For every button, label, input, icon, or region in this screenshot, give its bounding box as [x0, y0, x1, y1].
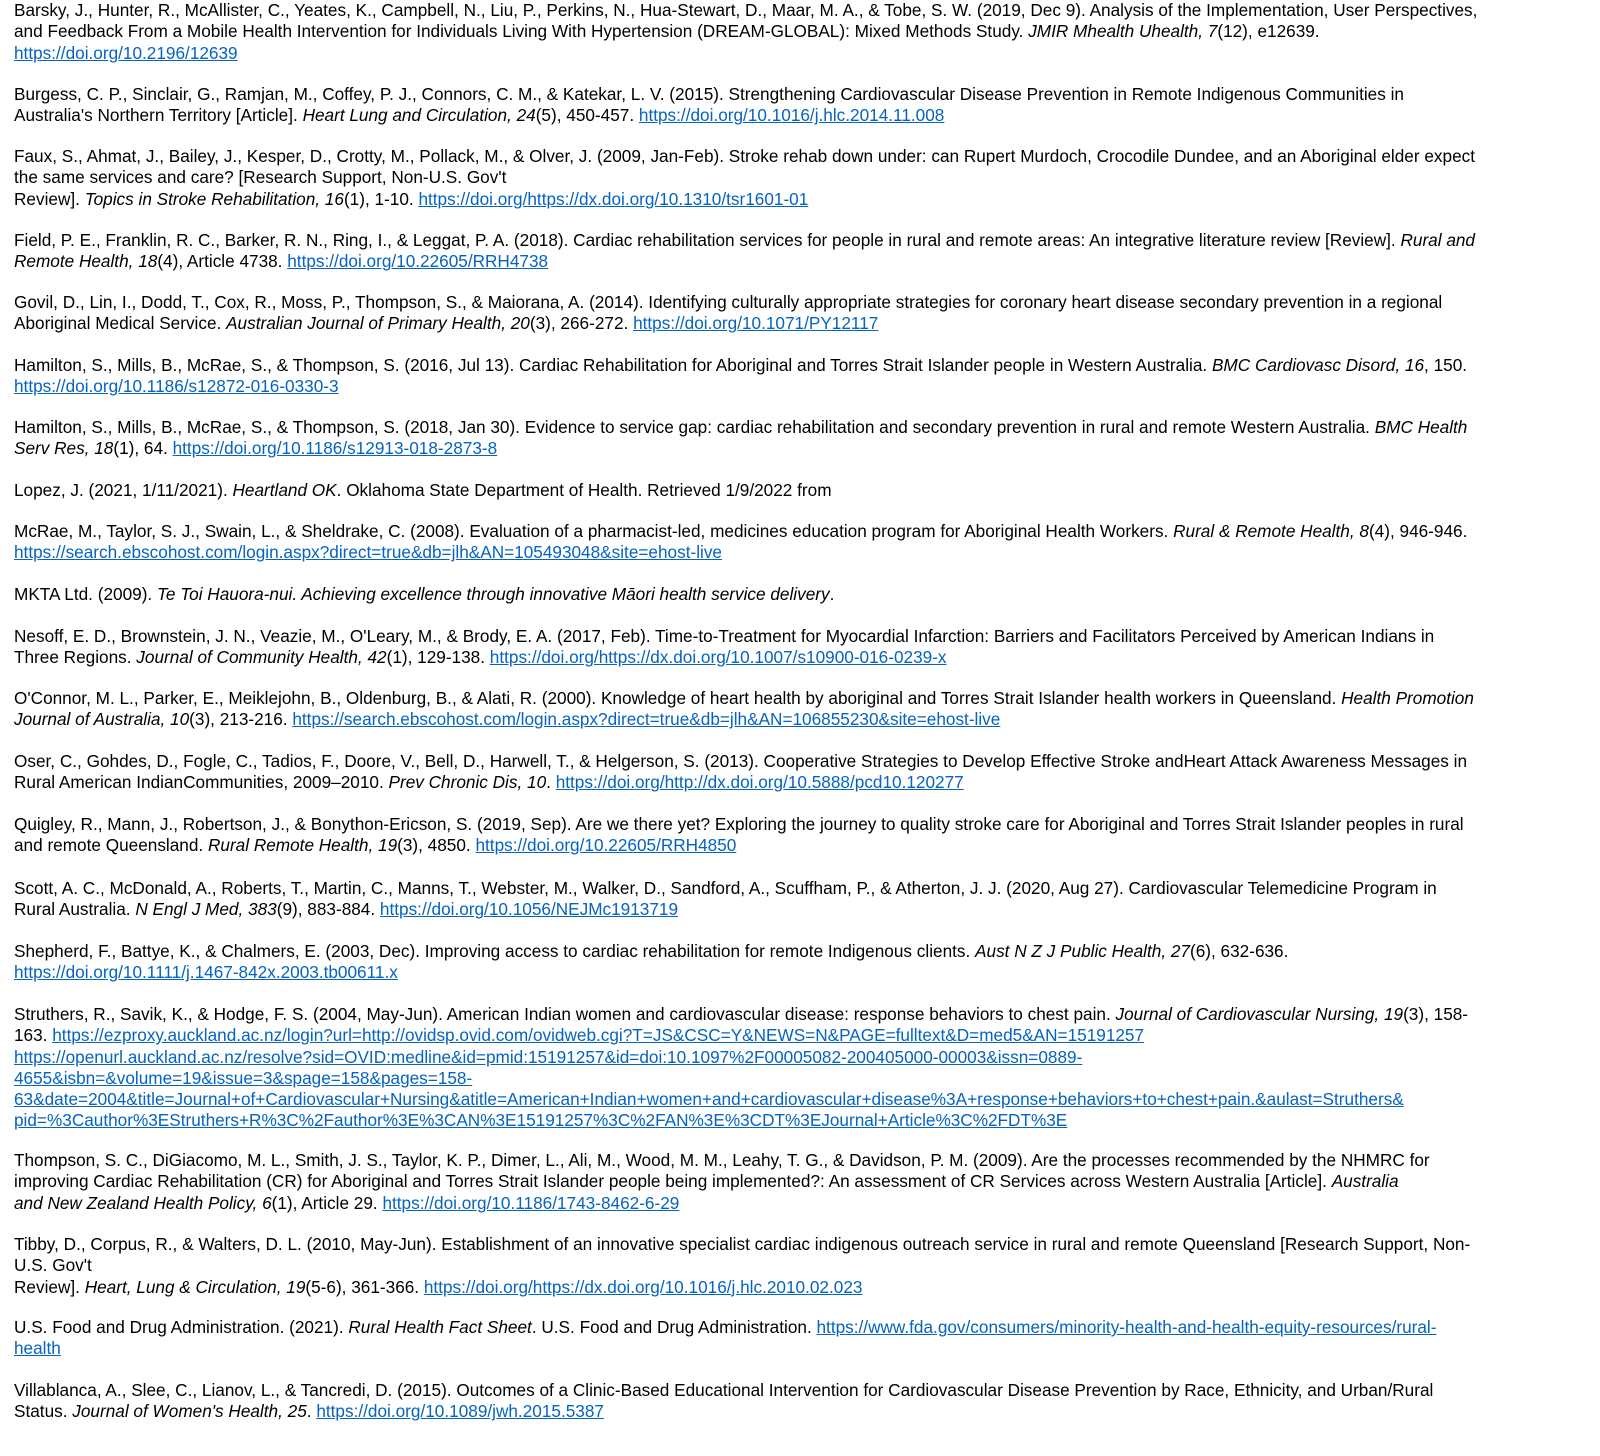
- reference-text: Oser, C., Gohdes, D., Fogle, C., Tadios, F., Doore, V., Bell, D., Harwell, T., & Helgerson, S. (2013). Cooperative Strategies to Develop Effective Stroke andHeart Attack Awareness Messages in: [14, 751, 1468, 771]
- reference-line: [14, 1150, 1594, 1171]
- reference-text: the same services and care? [Research Support, Non-U.S. Gov't: [14, 167, 507, 188]
- reference-text: Struthers, R., Savik, K., & Hodge, F. S. (2004, May-Jun). American Indian women and cardiovascular disease: response behaviors to chest pain.: [14, 1004, 1116, 1024]
- reference-source-title: Journal of Women's Health, 25: [72, 1401, 307, 1422]
- reference-link[interactable]: https://www.fda.gov/consumers/minority-health-and-health-equity-resources/rural-: [816, 1317, 1437, 1337]
- reference-link[interactable]: https://search.ebscohost.com/login.aspx?direct=true&db=jlh&AN=105493048&site=ehost-live: [14, 542, 722, 563]
- reference-text: and Feedback From a Mobile Health Intervention for Individuals Living With Hypertension (DREAM-GLOBAL): Mixed Methods Study.: [14, 21, 1029, 42]
- reference-text: improving Cardiac Rehabilitation (CR) for Aboriginal and Torres Strait Islander people being implemented?: An assessment of CR Services across Western Australia [Article].: [14, 1171, 1332, 1192]
- reference-line: [14, 1025, 1594, 1046]
- reference-source-title: Topics in Stroke Rehabilitation, 16: [84, 188, 344, 209]
- reference-line: [14, 688, 1594, 709]
- reference-text: (4), 946-946.: [1368, 521, 1468, 541]
- reference-entry: [14, 0, 1594, 64]
- reference-line: [14, 376, 1594, 397]
- reference-line: [14, 709, 1594, 730]
- reference-entry: [14, 751, 1594, 794]
- reference-source-title: Te Toi Hauora-nui. Achieving excellence through innovative Māori health service delivery: [156, 584, 830, 604]
- reference-text: McRae, M., Taylor, S. J., Swain, L., & Sheldrake, C. (2008). Evaluation of a pharmacist-led, medicines education program for Aboriginal Health Workers.: [14, 521, 1174, 541]
- reference-line: [14, 1380, 1594, 1401]
- reference-line: [14, 1171, 1594, 1192]
- reference-line: [14, 626, 1594, 647]
- reference-link[interactable]: https://doi.org/10.22605/RRH4850: [475, 835, 737, 856]
- reference-line: [14, 772, 1594, 793]
- reference-text: Nesoff, E. D., Brownstein, J. N., Veazie, M., O'Leary, M., & Brody, E. A. (2017, Feb). Time-to-Treatment for Myocardial Infarction: Barriers and Facilitators Perceived by American Indians in: [14, 626, 1435, 646]
- reference-link[interactable]: https://doi.org/10.1186/s12913-018-2873-8: [172, 438, 498, 459]
- reference-source-title: Heart Lung and Circulation, 24: [302, 105, 536, 126]
- reference-entry: [14, 84, 1594, 127]
- reference-line: [14, 1067, 1594, 1089]
- reference-entry: [14, 814, 1594, 857]
- reference-text: Govil, D., Lin, I., Dodd, T., Cox, R., Moss, P., Thompson, S., & Maiorana, A. (2014). Identifying culturally appropriate strategies for coronary heart disease secondary prevention in a regional: [14, 292, 1443, 312]
- reference-link[interactable]: https://doi.org/10.1111/j.1467-842x.2003.tb00611.x: [14, 962, 398, 983]
- reference-line: [14, 1401, 1594, 1422]
- reference-source-title: BMC Health: [1374, 417, 1468, 437]
- reference-link[interactable]: https://doi.org/10.1016/j.hlc.2014.11.008: [638, 105, 945, 126]
- reference-line: [14, 1089, 1594, 1110]
- reference-text: Field, P. E., Franklin, R. C., Barker, R. N., Ring, I., & Leggat, P. A. (2018). Cardiac rehabilitation services for people in rural and remote areas: An integrative literature review [Review].: [14, 230, 1401, 250]
- reference-text: , 150.: [1424, 355, 1468, 375]
- reference-line: [14, 584, 1594, 605]
- reference-source-title: Journal of Community Health, 42: [136, 647, 387, 668]
- reference-link[interactable]: https://openurl.auckland.ac.nz/resolve?sid=OVID:medline&id=pmid:15191257&id=doi:10.1097%2F00005082-200405000-00003&issn=0889-: [14, 1046, 1083, 1067]
- reference-entry: [14, 355, 1594, 398]
- reference-link[interactable]: https://doi.org/10.2196/12639: [14, 42, 238, 63]
- reference-source-title: Heart, Lung & Circulation, 19: [84, 1276, 306, 1297]
- reference-text: Review].: [14, 188, 85, 209]
- reference-text: .: [306, 1401, 317, 1422]
- reference-link[interactable]: https://doi.org/10.1056/NEJMc1913719: [379, 899, 679, 920]
- reference-text: and remote Queensland.: [14, 835, 208, 856]
- reference-text: Barsky, J., Hunter, R., McAllister, C., Yeates, K., Campbell, N., Liu, P., Perkins, N., Hua-Stewart, D., Maar, M. A., & Tobe, S. W. (2019, Dec 9). Analysis of the Implementation, User Perspectives,: [14, 0, 1478, 20]
- reference-link[interactable]: https://doi.org/10.22605/RRH4738: [287, 251, 549, 272]
- reference-link[interactable]: 4655&isbn=&volume=19&issue=3&spage=158&pages=158-: [14, 1067, 473, 1088]
- reference-line: [14, 417, 1594, 438]
- reference-entry: [14, 1317, 1594, 1360]
- reference-text: (4), Article 4738.: [157, 251, 288, 272]
- reference-line: [14, 962, 1594, 983]
- reference-text: Scott, A. C., McDonald, A., Roberts, T., Martin, C., Manns, T., Webster, M., Walker, D., Sandford, A., Scuffham, P., & Atherton, J. J. (2020, Aug 27). Cardiovascular Telemedicine Program in: [14, 878, 1437, 898]
- reference-text: (3), 266-272.: [529, 313, 634, 334]
- reference-text: Hamilton, S., Mills, B., McRae, S., & Thompson, S. (2018, Jan 30). Evidence to service gap: cardiac rehabilitation and secondary prevention in rural and remote Western Australia.: [14, 417, 1375, 437]
- reference-source-title: Rural Remote Health, 19: [207, 835, 398, 856]
- reference-source-title: JMIR Mhealth Uhealth, 7: [1028, 21, 1218, 42]
- reference-text: (12), e12639.: [1217, 21, 1320, 42]
- reference-entry: [14, 626, 1594, 669]
- reference-text: Aboriginal Medical Service.: [14, 313, 227, 334]
- reference-text: . U.S. Food and Drug Administration.: [531, 1317, 817, 1337]
- reference-source-title: Health Promotion: [1341, 688, 1474, 708]
- reference-entry: [14, 1380, 1594, 1423]
- reference-text: O'Connor, M. L., Parker, E., Meiklejohn, B., Oldenburg, B., & Alati, R. (2000). Knowledge of heart health by aboriginal and Torres Strait Islander health workers in Queensland.: [14, 688, 1342, 708]
- reference-entry: [14, 230, 1594, 273]
- reference-line: [14, 835, 1594, 856]
- reference-line: [14, 146, 1594, 167]
- reference-source-title: Rural and: [1400, 230, 1475, 250]
- reference-entry: [14, 146, 1594, 210]
- reference-line: [14, 899, 1594, 920]
- reference-line: [14, 1192, 1594, 1214]
- reference-text: Three Regions.: [14, 647, 137, 668]
- reference-line: [14, 647, 1594, 668]
- reference-link[interactable]: https://doi.org/http://dx.doi.org/10.5888/pcd10.120277: [555, 772, 964, 793]
- reference-line: [14, 251, 1594, 272]
- reference-text: (3), 4850.: [397, 835, 476, 856]
- reference-line: [14, 1338, 1594, 1359]
- reference-text: Quigley, R., Mann, J., Robertson, J., & Bonython-Ericson, S. (2019, Sep). Are we there yet? Exploring the journey to quality stroke care for Aboriginal and Torres Strait Islander peoples in rural: [14, 814, 1464, 834]
- reference-text: (3), 213-216.: [189, 709, 293, 730]
- reference-text: U.S. Food and Drug Administration. (2021).: [14, 1317, 349, 1337]
- reference-text: (6), 632-636.: [1189, 941, 1289, 961]
- reference-line: [14, 521, 1594, 542]
- reference-entry: [14, 688, 1594, 731]
- reference-link[interactable]: 63&date=2004&title=Journal+of+Cardiovascular+Nursing&atitle=American+Indian+women+and+cardiovascular+disease%3A+response+behaviors+to+chest+pain.&aulast=Struthers&: [14, 1089, 1404, 1110]
- reference-line: [14, 438, 1594, 459]
- reference-line: [14, 941, 1594, 962]
- reference-text: MKTA Ltd. (2009).: [14, 584, 157, 604]
- reference-link[interactable]: https://doi.org/10.1071/PY12117: [633, 313, 879, 334]
- reference-link[interactable]: https://doi.org/10.1089/jwh.2015.5387: [316, 1401, 604, 1422]
- reference-link[interactable]: https://doi.org/https://dx.doi.org/10.1016/j.hlc.2010.02.023: [423, 1276, 863, 1297]
- reference-entry: [14, 1234, 1594, 1298]
- reference-source-title: and New Zealand Health Policy, 6: [14, 1192, 272, 1213]
- reference-line: [14, 1047, 1594, 1068]
- reference-text: Thompson, S. C., DiGiacomo, M. L., Smith, J. S., Taylor, K. P., Dimer, L., Ali, M., Wood, M. M., Leahy, T. G., & Davidson, P. M. (2009). Are the processes recommended by the NHMRC for: [14, 1150, 1430, 1170]
- reference-text: Villablanca, A., Slee, C., Lianov, L., & Tancredi, D. (2015). Outcomes of a Clinic-Based Educational Intervention for Cardiovascular Disease Prevention by Race, Ethnicity, and Urban/Rural: [14, 1380, 1434, 1400]
- reference-entry: [14, 941, 1594, 984]
- reference-line: [14, 542, 1594, 563]
- reference-source-title: Rural & Remote Health, 8: [1173, 521, 1369, 541]
- reference-line: [14, 814, 1594, 835]
- reference-line: [14, 189, 1594, 210]
- reference-line: [14, 1110, 1594, 1131]
- reference-line: [14, 42, 1594, 64]
- reference-text: (1), 1-10.: [343, 188, 419, 209]
- reference-entry: [14, 1004, 1594, 1132]
- reference-line: [14, 878, 1594, 899]
- reference-text: (9), 883-884.: [276, 899, 380, 920]
- reference-link[interactable]: pid=%3Cauthor%3EStruthers+R%3C%2Fauthor%3E%3CAN%3E15191257%3C%2FAN%3E%3CDT%3EJournal+Article%3C%2FDT%3E: [14, 1110, 1068, 1131]
- reference-text: (1), 64.: [113, 438, 173, 459]
- reference-source-title: Journal of Cardiovascular Nursing, 19: [1115, 1004, 1404, 1024]
- reference-line: [14, 1004, 1594, 1025]
- reference-source-title: Australian Journal of Primary Health, 20: [226, 313, 530, 334]
- reference-source-title: Heartland OK: [232, 480, 337, 500]
- reference-entry: [14, 292, 1594, 335]
- reference-line: [14, 751, 1594, 772]
- reference-text: Rural Australia.: [14, 899, 136, 920]
- reference-text: Tibby, D., Corpus, R., & Walters, D. L. (2010, May-Jun). Establishment of an innovative specialist cardiac indigenous outreach service in rural and remote Queensland [Research Support, Non-: [14, 1234, 1471, 1254]
- reference-line: [14, 292, 1594, 313]
- reference-text: (1), Article 29.: [271, 1192, 383, 1213]
- reference-line: [14, 1234, 1594, 1255]
- reference-source-title: Serv Res, 18: [14, 438, 114, 459]
- reference-entry: [14, 521, 1594, 564]
- reference-line: [14, 1255, 1594, 1276]
- reference-link[interactable]: https://doi.org/https://dx.doi.org/10.1310/tsr1601-01: [418, 188, 809, 209]
- reference-line: [14, 105, 1594, 126]
- reference-text: U.S. Gov't: [14, 1255, 92, 1276]
- reference-source-title: Australia: [1331, 1171, 1399, 1192]
- reference-line: [14, 355, 1594, 376]
- reference-line: [14, 84, 1594, 105]
- reference-source-title: Journal of Australia, 10: [14, 709, 190, 730]
- reference-entry: [14, 584, 1594, 605]
- reference-text: (3), 158-: [1403, 1004, 1469, 1024]
- reference-text: 163.: [14, 1025, 53, 1046]
- reference-source-title: Prev Chronic Dis, 10: [388, 772, 547, 793]
- reference-text: .: [546, 772, 556, 793]
- reference-text: Hamilton, S., Mills, B., McRae, S., & Thompson, S. (2016, Jul 13). Cardiac Rehabilitation for Aboriginal and Torres Strait Islander people in Western Australia.: [14, 355, 1212, 375]
- reference-line: [14, 1317, 1594, 1338]
- reference-line: [14, 313, 1594, 334]
- reference-text: Rural American IndianCommunities, 2009–2010.: [14, 772, 389, 793]
- reference-text: Shepherd, F., Battye, K., & Chalmers, E. (2003, Dec). Improving access to cardiac rehabilitation for remote Indigenous clients.: [14, 941, 976, 961]
- reference-text: (1), 129-138.: [386, 647, 490, 668]
- reference-text: (5-6), 361-366.: [305, 1276, 424, 1297]
- reference-text: Burgess, C. P., Sinclair, G., Ramjan, M., Coffey, P. J., Connors, C. M., & Katekar, L. V. (2015). Strengthening Cardiovascular Disease Prevention in Remote Indigenous Communities in: [14, 84, 1404, 104]
- reference-link[interactable]: https://doi.org/10.1186/1743-8462-6-29: [382, 1192, 680, 1213]
- reference-text: Australia's Northern Territory [Article].: [14, 105, 303, 126]
- reference-link[interactable]: https://doi.org/10.1186/s12872-016-0330-3: [14, 376, 339, 397]
- reference-entry: [14, 417, 1594, 460]
- reference-line: [14, 230, 1594, 251]
- reference-text: Review].: [14, 1276, 85, 1297]
- reference-text: Status.: [14, 1401, 73, 1422]
- reference-source-title: Rural Health Fact Sheet: [348, 1317, 532, 1337]
- reference-link[interactable]: https://ezproxy.auckland.ac.nz/login?url=http://ovidsp.ovid.com/ovidweb.cgi?T=JS&CSC=Y&NEWS=N&PAGE=fulltext&D=med5&AN=15191257: [52, 1025, 1145, 1046]
- reference-text: Lopez, J. (2021, 1/11/2021).: [14, 480, 233, 500]
- reference-source-title: N Engl J Med, 383: [135, 899, 277, 920]
- reference-entry: [14, 480, 1594, 501]
- reference-text: . Oklahoma State Department of Health. Retrieved 1/9/2022 from: [336, 480, 832, 500]
- reference-text: Faux, S., Ahmat, J., Bailey, J., Kesper, D., Crotty, M., Pollack, M., & Olver, J. (2009, Jan-Feb). Stroke rehab down under: can Rupert Murdoch, Crocodile Dundee, and an Aboriginal elder expect: [14, 146, 1475, 166]
- reference-source-title: Aust N Z J Public Health, 27: [975, 941, 1190, 961]
- reference-text: (5), 450-457.: [535, 105, 639, 126]
- reference-entry: [14, 1150, 1594, 1214]
- reference-entry: [14, 878, 1594, 921]
- reference-line: [14, 480, 1594, 501]
- reference-line: [14, 0, 1594, 21]
- reference-link[interactable]: https://doi.org/https://dx.doi.org/10.1007/s10900-016-0239-x: [489, 647, 947, 668]
- reference-source-title: BMC Cardiovasc Disord, 16: [1211, 355, 1425, 375]
- reference-link[interactable]: health: [14, 1338, 61, 1359]
- reference-text: .: [829, 584, 835, 604]
- reference-link[interactable]: https://search.ebscohost.com/login.aspx?direct=true&db=jlh&AN=106855230&site=ehost-live: [292, 709, 1001, 730]
- reference-line: [14, 167, 1594, 188]
- reference-line: [14, 1277, 1594, 1298]
- reference-source-title: Remote Health, 18: [14, 251, 158, 272]
- reference-line: [14, 21, 1594, 42]
